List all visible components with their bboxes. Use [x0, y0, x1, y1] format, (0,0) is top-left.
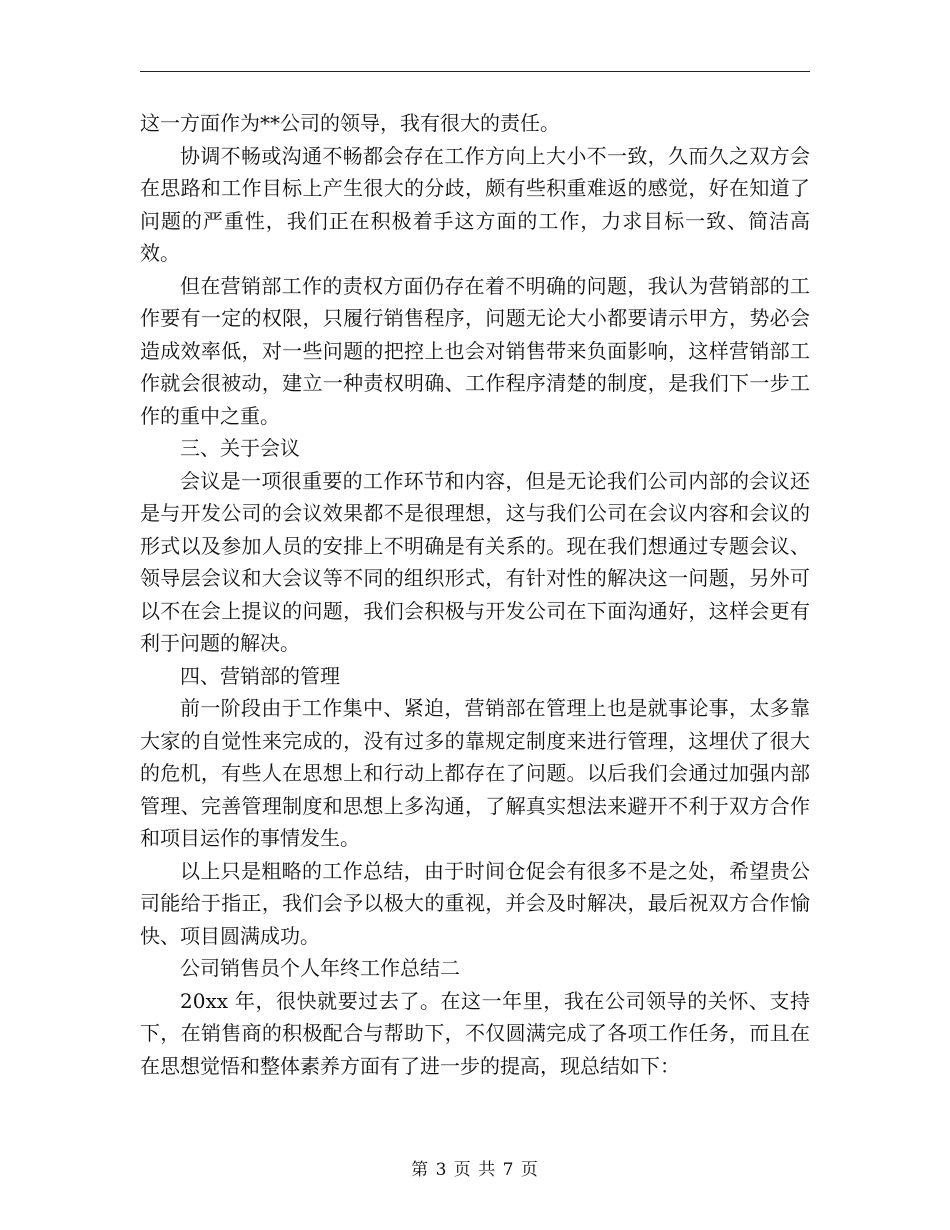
header-rule [140, 71, 810, 72]
paragraph: 20xx 年，很快就要过去了。在这一年里，我在公司领导的关怀、支持下，在销售商的积极配合与帮助下，不仅圆满完成了各项工作任务，而且在在思想觉悟和整体素养方面有了进一步的提高，现总结如下： [140, 988, 810, 1078]
paragraph: 会议是一项很重要的工作环节和内容，但是无论我们公司内部的会议还是与开发公司的会议效果都不是很理想，这与我们公司在会议内容和会议的形式以及参加人员的安排上不明确是有关系的。现在我们想通过专题会议、领导层会议和大会议等不同的组织形式，有针对性的解决这一问题，另外可以不在会上提议的问题，我们会积极与开发公司在下面沟通好，这样会更有利于问题的解决。 [140, 468, 810, 655]
document-body [140, 107, 810, 1082]
paragraph: 前一阶段由于工作集中、紧迫，营销部在管理上也是就事论事，太多靠大家的自觉性来完成的，没有过多的靠规定制度来进行管理，这埋伏了很大的危机，有些人在思想上和行动上都存在了问题。以后我们会通过加强内部管理、完善管理制度和思想上多沟通，了解真实想法来避开不利于双方合作和项目运作的事情发生。 [140, 696, 810, 850]
section-heading: 四、营销部的管理 [180, 663, 340, 688]
subtitle-heading: 公司销售员个人年终工作总结二 [180, 956, 460, 980]
paragraph: 但在营销部工作的责权方面仍存在着不明确的问题，我认为营销部的工作要有一定的权限，只履行销售程序，问题无论大小都要请示甲方，势必会造成效率低，对一些问题的把控上也会对销售带来负面影响，这样营销部工作就会很被动，建立一种责权明确、工作程序清楚的制度，是我们下一步工作的重中之重。 [140, 273, 810, 428]
paragraph: 协调不畅或沟通不畅都会存在工作方向上大小不一致，久而久之双方会在思路和工作目标上产生很大的分歧，颇有些积重难返的感觉，好在知道了问题的严重性，我们正在积极着手这方面的工作，力求目标一致、简洁高效。 [140, 143, 810, 265]
section-heading: 三、关于会议 [180, 436, 300, 460]
page-number: 第 3 页 共 7 页 [411, 1160, 539, 1180]
paragraph: 以上只是粗略的工作总结，由于时间仓促会有很多不是之处，希望贵公司能给于指正，我们会予以极大的重视，并会及时解决，最后祝双方合作愉快、项目圆满成功。 [140, 858, 810, 948]
paragraph: 这一方面作为**公司的领导，我有很大的责任。 [140, 111, 560, 135]
